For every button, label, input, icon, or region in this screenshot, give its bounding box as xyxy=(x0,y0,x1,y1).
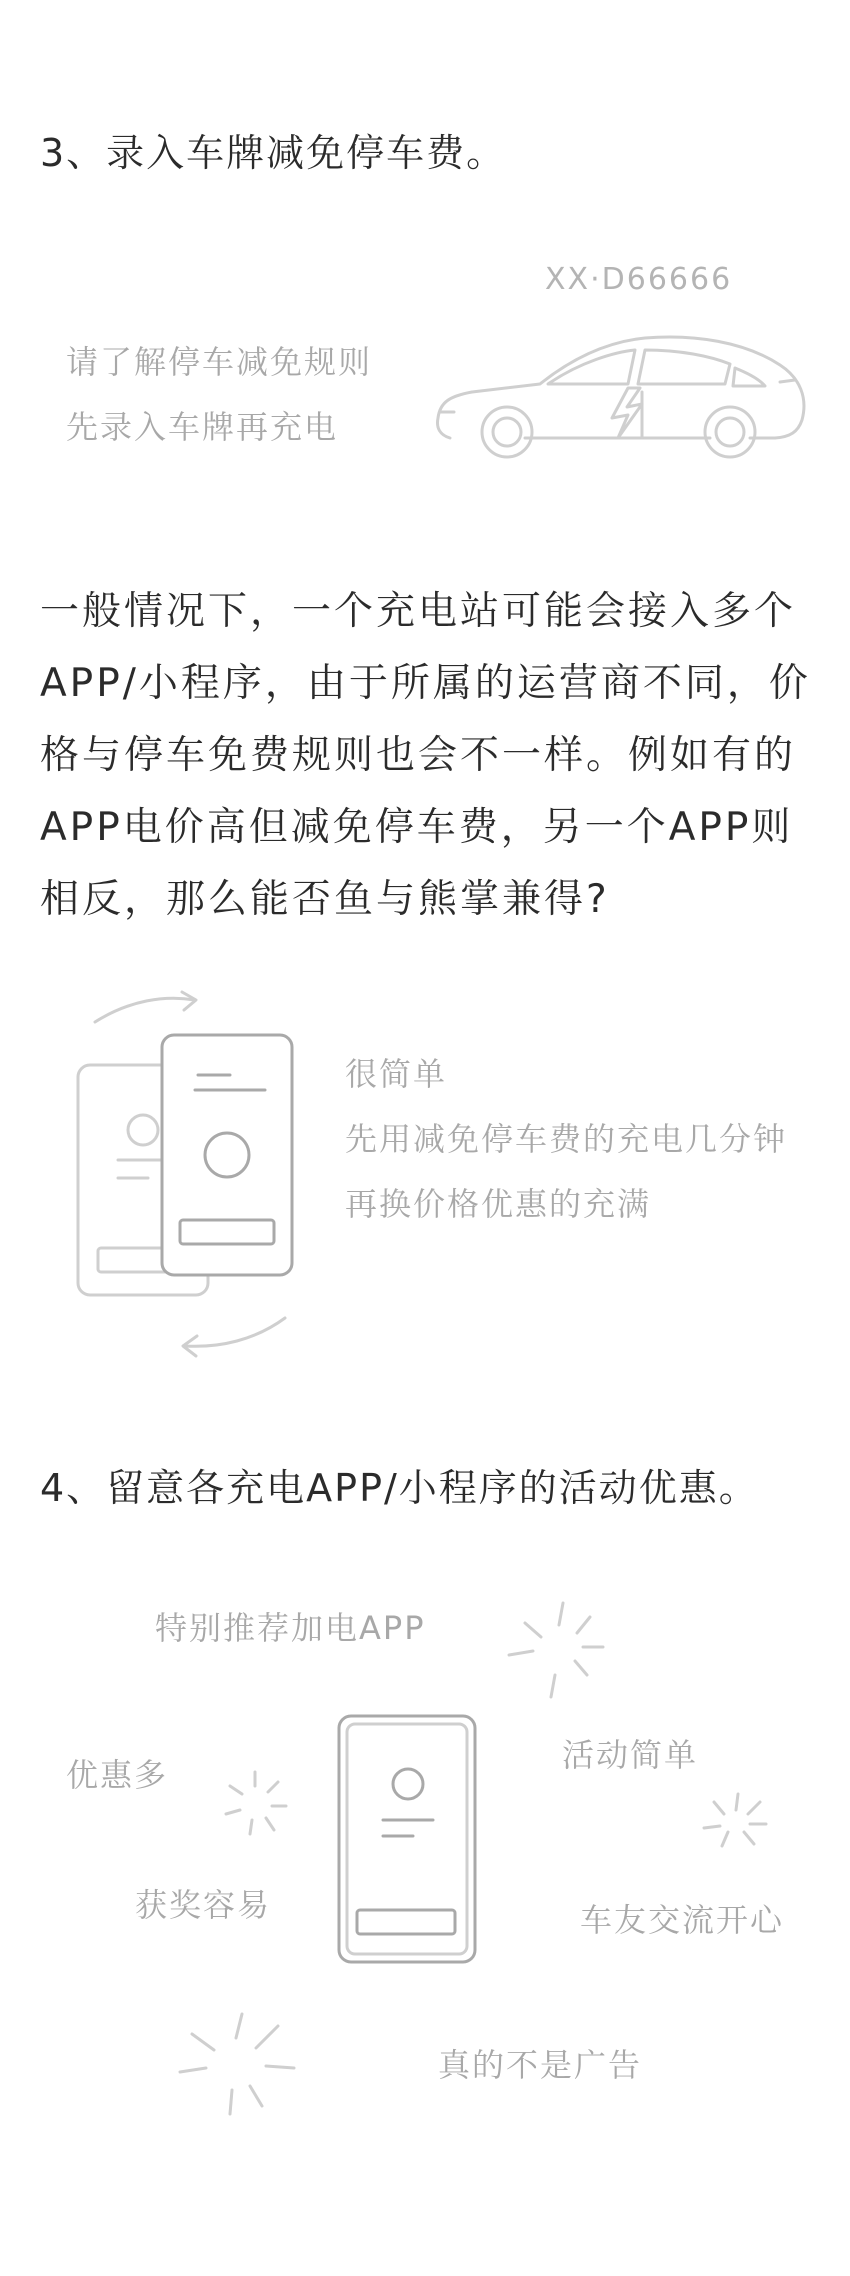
phone-swap-icon xyxy=(70,980,320,1370)
paragraph-line: APP电价高但减免停车费，另一个APP则 xyxy=(40,805,794,850)
electric-car-icon xyxy=(430,320,810,465)
explanation-paragraph xyxy=(40,576,820,936)
paragraph-line: APP/小程序，由于所属的运营商不同，价 xyxy=(40,661,811,706)
sparkle-icon xyxy=(170,2010,300,2120)
phone-icon xyxy=(335,1712,485,1967)
label-not-ad: 真的不是广告 xyxy=(438,2046,643,2084)
sparkle-icon xyxy=(495,1595,615,1705)
paragraph-line: 格与停车免费规则也会不一样。例如有的 xyxy=(40,733,797,778)
parking-rule-caption-1: 请了解停车减免规则 xyxy=(66,343,373,381)
tip-line-2: 再换价格优惠的充满 xyxy=(345,1185,652,1223)
section4-heading: 4、留意各充电APP/小程序的活动优惠。 xyxy=(40,1466,759,1510)
label-easy: 获奖容易 xyxy=(135,1886,272,1924)
tip-title: 很简单 xyxy=(345,1055,448,1093)
label-simple: 活动简单 xyxy=(562,1736,699,1774)
label-more-discount: 优惠多 xyxy=(66,1756,169,1794)
label-community: 车友交流开心 xyxy=(580,1901,785,1939)
section3-heading: 3、录入车牌减免停车费。 xyxy=(40,131,507,175)
paragraph-line: 一般情况下，一个充电站可能会接入多个 xyxy=(40,589,797,634)
sparkle-icon xyxy=(220,1768,290,1838)
label-recommend: 特别推荐加电APP xyxy=(155,1609,426,1647)
sparkle-icon xyxy=(700,1790,770,1850)
tip-line-1: 先用减免停车费的充电几分钟 xyxy=(345,1120,788,1158)
paragraph-line: 相反，那么能否鱼与熊掌兼得? xyxy=(40,877,610,922)
parking-rule-caption-2: 先录入车牌再充电 xyxy=(66,408,339,446)
license-plate-text: XX·D66666 xyxy=(545,262,733,297)
